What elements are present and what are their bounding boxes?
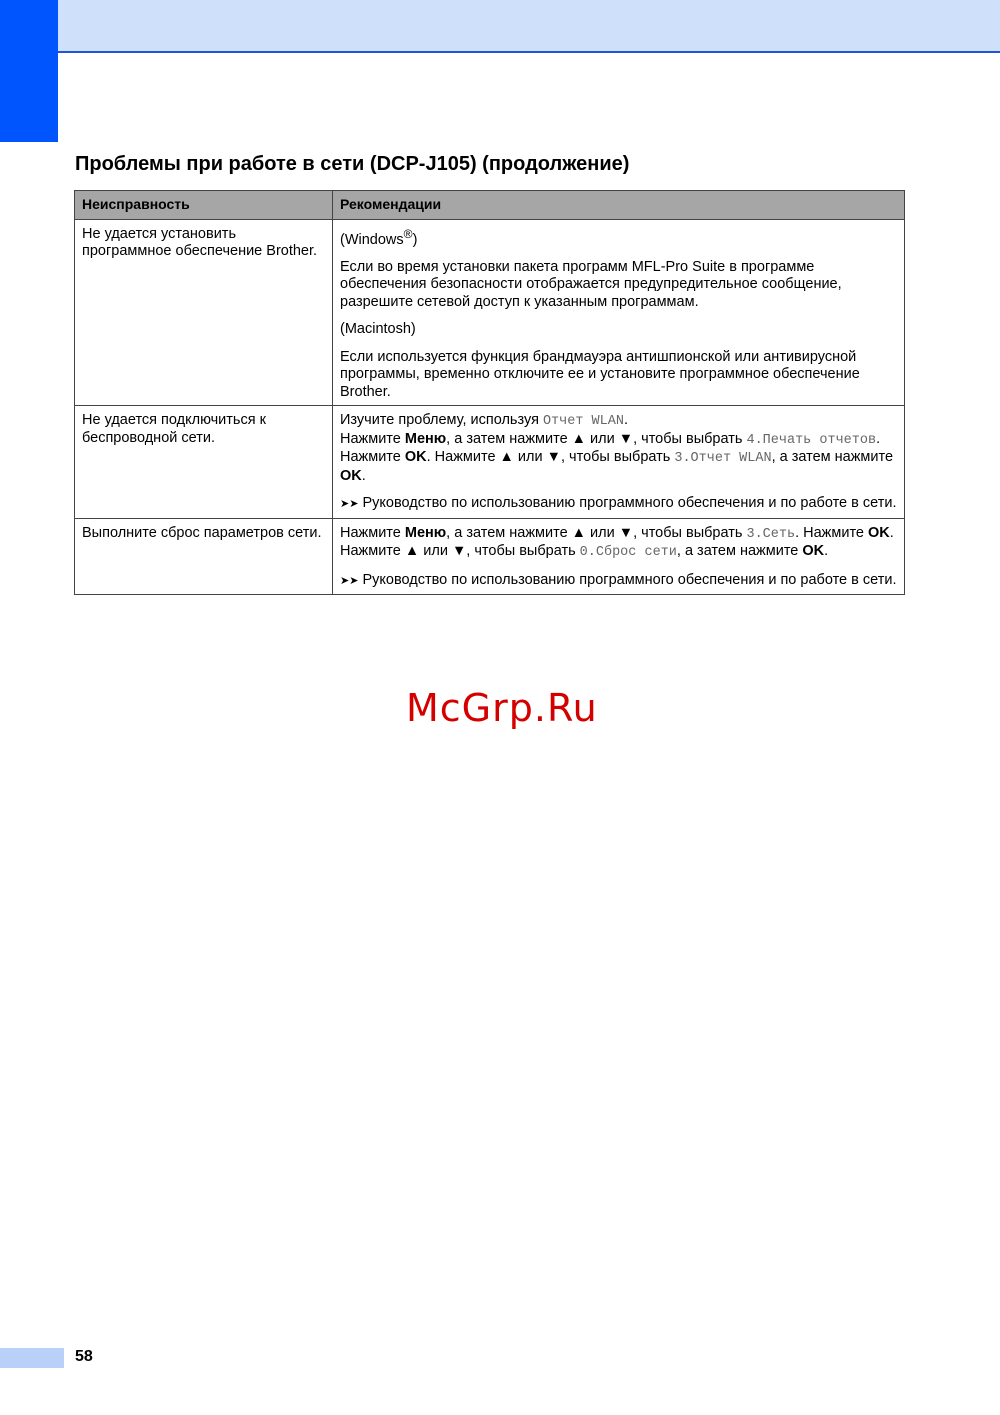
macintosh-text: Если используется функция брандмауэра антишпионской или антивирусной программы, временно отключите ее и установите программное обеспечение Brother.	[340, 348, 860, 400]
header-problem: Неисправность	[75, 191, 333, 220]
macintosh-label: (Macintosh)	[340, 321, 416, 338]
ok-key: OK	[340, 467, 362, 484]
problem-cell: Не удается подключиться к беспроводной сети.	[75, 406, 333, 519]
table-row	[75, 219, 905, 406]
troubleshooting-table	[74, 190, 905, 595]
menu-key: Меню	[404, 524, 447, 541]
lcd-menu-text: 0.Сброс сети	[579, 545, 677, 561]
problem-cell: Выполните сброс параметров сети.	[75, 518, 333, 595]
ok-key: OK	[404, 449, 427, 466]
windows-text: Если во время установки пакета программ MFL-Pro Suite в программе обеспечения безопасности отображается предупредительное сообщение, разрешите сетевой доступ к указанным программам.	[340, 258, 842, 310]
registered-mark: ®	[403, 226, 413, 241]
network-reset-instructions: Нажмите Меню, а затем нажмите ▲ или ▼, чтобы выбрать 3.Сеть. Нажмите OK. Нажмите ▲ или ▼, чтобы выбрать 0.Сброс сети, а затем нажмите OK.	[340, 524, 894, 561]
wlan-instructions: Изучите проблему, используя Отчет WLAN. Нажмите Меню, а затем нажмите ▲ или ▼, чтобы выбрать 4.Печать отчетов. Нажмите OK. Нажмите ▲ или ▼, чтобы выбрать 3.Отчет WLAN, а затем нажмите OK.	[340, 412, 894, 484]
ok-key: OK	[868, 524, 890, 541]
watermark: McGrp.Ru	[406, 686, 598, 730]
lcd-menu-text: 4.Печать отчетов	[746, 432, 877, 448]
lcd-menu-text: 3.Сеть	[746, 526, 796, 542]
recommendation-cell	[333, 518, 905, 595]
lcd-menu-text: Отчет WLAN	[542, 414, 624, 430]
guide-reference: ➤➤ Руководство по использованию программного обеспечения и по работе в сети.	[340, 571, 897, 588]
recommendation-cell	[333, 219, 905, 406]
double-arrow-icon: ➤➤	[340, 574, 359, 587]
page-number: 58	[75, 1348, 93, 1365]
header-band	[58, 0, 1000, 53]
ok-key: OK	[802, 543, 825, 560]
page-number-tab	[0, 1348, 64, 1368]
table-row	[75, 518, 905, 595]
guide-reference: ➤➤ Руководство по использованию программного обеспечения и по работе в сети.	[340, 495, 897, 512]
recommendation-cell	[333, 406, 905, 519]
table-header-row	[75, 191, 905, 220]
table-row	[75, 406, 905, 519]
double-arrow-icon: ➤➤	[340, 498, 359, 511]
lcd-menu-text: 3.Отчет WLAN	[674, 451, 772, 467]
header-recommendations: Рекомендации	[333, 191, 905, 220]
chapter-side-tab	[0, 0, 58, 142]
page-title: Проблемы при работе в сети (DCP-J105) (продолжение)	[75, 153, 630, 175]
problem-cell: Не удается установить программное обеспечение Brother.	[75, 219, 333, 406]
menu-key: Меню	[404, 430, 447, 447]
windows-label: (Windows®)	[340, 226, 418, 248]
